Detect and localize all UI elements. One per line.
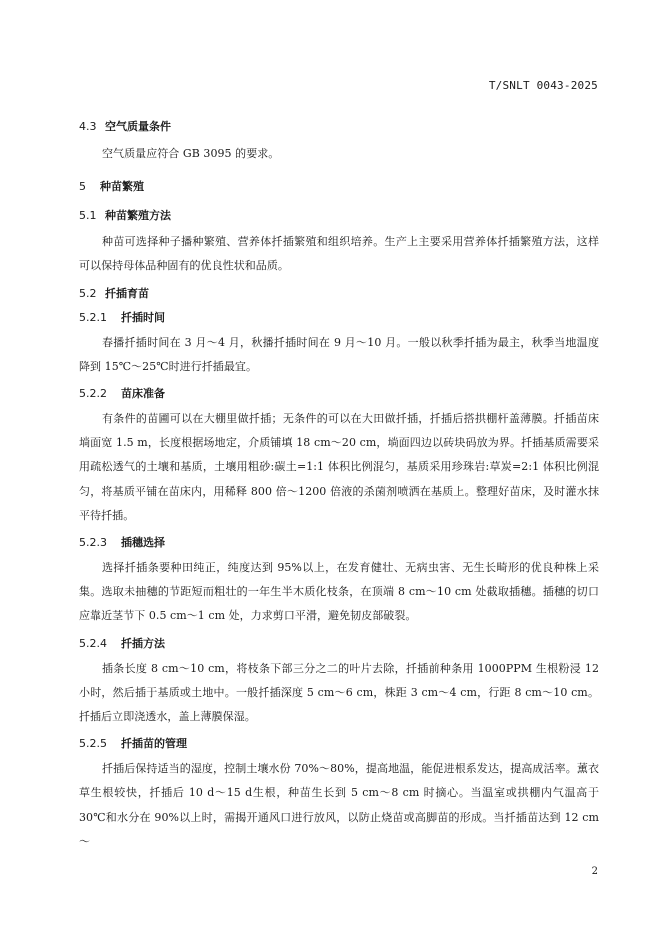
paragraph: 有条件的苗圃可以在大棚里做扦插；无条件的可以在大田做扦插，扦插后搭拱棚杆盖薄膜。扦插苗床埫面宽 1.5 m，长度根据场地定，介质铺填 18 cm～20 cm，埫面四边以砖块码放为界。扦插基质需要采用疏松透气的土壤和基质，土壤用粗砂:碳土=1:1 体积比例混匀，基质采用珍珠岩:草炭=2:1 体积比例混匀，将基质平铺在苗床内，用稀释 800 倍～1200 倍液的杀菌剂喷洒在基质上。整理好苗床，及时灌水抹平待扦插。: [79, 412, 599, 522]
page-number: 2: [591, 866, 598, 877]
paragraph: 种苗可选择种子播种繁殖、营养体扦插繁殖和组织培养。生产上主要采用营养体扦插繁殖方法，这样可以保持母体品种固有的优良性状和品质。: [79, 235, 599, 273]
section-heading: 5.2 扦插育苗: [79, 286, 149, 300]
section-heading: 5.1 种苗繁殖方法: [79, 209, 171, 223]
subsection-heading: 5.2.1 扦插时间: [79, 310, 165, 324]
subsection-heading: 5.2.2 苗床准备: [79, 387, 165, 401]
standard-code: T/SNLT 0043-2025: [488, 79, 598, 92]
subsection-heading: 5.2.4 扦插方法: [79, 636, 165, 650]
subsection-heading: 5.2.5 扦插苗的管理: [79, 737, 187, 751]
page-content: [79, 119, 599, 854]
paragraph: 春播扦插时间在 3 月～4 月，秋播扦插时间在 9 月～10 月。一般以秋季扦插为最主，秋季当地温度降到 15℃～25℃时进行扦插最宜。: [79, 335, 599, 373]
subsection-heading: 5.2.3 插穗选择: [79, 536, 165, 550]
section-heading: 4.3 空气质量条件: [79, 120, 171, 133]
paragraph: 插条长度 8 cm～10 cm，将枝条下部三分之二的叶片去除，扦插前种条用 1000PPM 生根粉浸 12 小时，然后插于基质或土地中。一般扦插深度 5 cm～6 cm，株距 3 cm～4 cm，行距 8 cm～10 cm。扦插后立即浇透水，盖上薄膜保湿。: [79, 661, 599, 724]
paragraph: 扦插后保持适当的湿度，控制土壤水份 70%～80%，提高地温，能促进根系发达，提高成活率。薰衣草生根较快，扦插后 10 d～15 d生根，种苗生长到 5 cm～8 cm 时摘心。当温室或拱棚内气温高于 30℃和水分在 90%以上时，需揭开通风口进行放风，以防止烧苗或高脚苗的形成。当扦插苗达到 12 cm～: [79, 762, 599, 848]
paragraph: 选择扦插条要种田纯正，纯度达到 95%以上，在发育健壮、无病虫害、无生长畸形的优良种株上采集。选取未抽穗的节距短而粗壮的一年生半木质化枝条，在顶端 8 cm～10 cm 处截取插穗。插穗的切口应靠近茎节下 0.5 cm～1 cm 处，力求剪口平滑，避免韧皮部破裂。: [79, 561, 599, 623]
chapter-heading: 5 种苗繁殖: [79, 180, 144, 194]
paragraph: 空气质量应符合 GB 3095 的要求。: [102, 147, 280, 160]
